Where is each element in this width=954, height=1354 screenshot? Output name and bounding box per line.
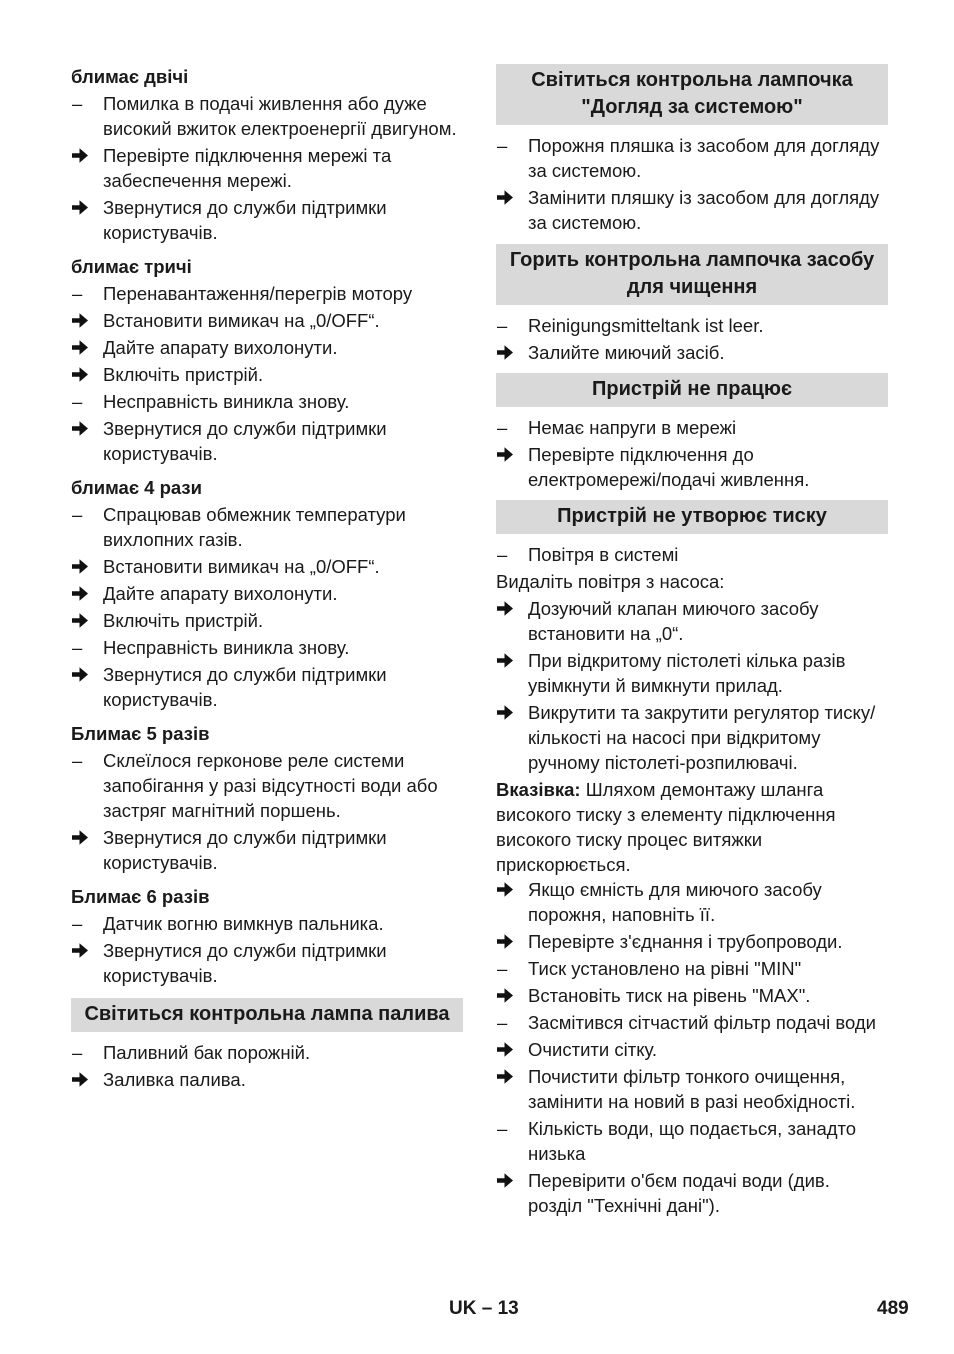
arrow-right-icon [496,596,528,646]
remedy-item [496,340,888,365]
item-text: Несправність виникла знову. [103,391,350,412]
dash-marker: – [72,283,83,304]
item-text: Кількість води, що подається, занадто низька [528,1118,857,1164]
item-text: Звернутися до служби підтримки користувачів. [103,827,387,873]
remedy-item [496,648,888,698]
item-text: Перевірте з'єднання і трубопроводи. [528,931,843,952]
item-text: При відкритому пістолеті кілька разів увімкнути й вимкнути прилад. [528,650,846,696]
remedy-item [496,185,888,235]
item-text: Встановити вимикач на „0/OFF“. [103,310,380,331]
item-text: Тиск установлено на рівні "MIN" [528,958,802,979]
item-text: Перевірити о'бєм подачі води (див. розділ "Технічні дані"). [528,1170,830,1216]
cause-item [496,133,888,183]
remedy-item [71,554,463,579]
dash-marker: – [72,637,83,658]
item-text: Замінити пляшку із засобом для догляду за системою. [528,187,880,233]
arrow-right-icon [496,1037,528,1062]
dash-marker: – [497,544,508,565]
left-column [71,64,463,1092]
cause-item [71,911,463,936]
dash-marker: – [497,417,508,438]
item-text: Звернутися до служби підтримки користувачів. [103,940,387,986]
section-heading: Блимає 5 разів [71,723,210,744]
dash-marker: – [497,1118,508,1139]
dash-marker: – [72,504,83,525]
remedy-item [71,308,463,333]
section-heading: блимає тричі [71,256,192,277]
cause-item [496,415,888,440]
arrow-right-icon [496,1064,528,1114]
arrow-right-icon [71,416,103,466]
cause-item [71,389,463,414]
section-banner: Горить контрольна лампочка засобу для чищення [496,244,888,305]
instruction-text: Видаліть повітря з насоса: [496,571,725,592]
item-text: Заливка палива. [103,1069,246,1090]
item-text: Встановити вимикач на „0/OFF“. [103,556,380,577]
cause-item [71,91,463,141]
dash-marker: – [497,135,508,156]
remedy-item [496,1168,888,1218]
remedy-item [71,362,463,387]
section-banner: Світиться контрольна лампа палива [71,998,463,1032]
remedy-item [71,1067,463,1092]
arrow-right-icon [71,362,103,387]
item-text: Включіть пристрій. [103,610,264,631]
right-column [496,64,888,1218]
arrow-right-icon [71,143,103,193]
remedy-item [71,608,463,633]
arrow-right-icon [71,825,103,875]
item-text: Несправність виникла знову. [103,637,350,658]
item-text: Почистити фільтр тонкого очищення, замінити на новий в разі необхідності. [528,1066,856,1112]
arrow-right-icon [496,185,528,235]
arrow-right-icon [496,700,528,775]
footer-section-label: UK – 13 [449,1298,519,1319]
remedy-item [71,143,463,193]
note-paragraph [496,777,888,877]
remedy-item [71,825,463,875]
dash-marker: – [72,93,83,114]
remedy-item [496,929,888,954]
remedy-item [496,877,888,927]
item-text: Очистити сітку. [528,1039,658,1060]
cause-item [496,1010,888,1035]
arrow-right-icon [496,983,528,1008]
arrow-right-icon [496,340,528,365]
item-text: Порожня пляшка із засобом для догляду за системою. [528,135,880,181]
cause-item [71,748,463,823]
item-text: Дайте апарату вихолонути. [103,337,338,358]
item-text: Перевірте підключення мережі та забеспечення мережі. [103,145,392,191]
arrow-right-icon [71,195,103,245]
item-text: Звернутися до служби підтримки користувачів. [103,664,387,710]
item-text: Якщо ємність для миючого засобу порожня, наповніть її. [528,879,822,925]
item-text: Включіть пристрій. [103,364,264,385]
section-banner: Світиться контрольна лампочка "Догляд за системою" [496,64,888,125]
item-text: Перенавантаження/перегрів мотору [103,283,413,304]
dash-marker: – [497,315,508,336]
arrow-right-icon [71,938,103,988]
item-text: Перевірте підключення до електромережі/подачі живлення. [528,444,810,490]
item-text: Паливний бак порожній. [103,1042,311,1063]
arrow-right-icon [71,1067,103,1092]
section-heading: Блимає 6 разів [71,886,210,907]
item-text: Дозуючий клапан миючого засобу встановити на „0“. [528,598,819,644]
item-text: Встановіть тиск на рівень "MAX". [528,985,811,1006]
cause-item [71,502,463,552]
remedy-item [71,938,463,988]
remedy-item [71,581,463,606]
remedy-item [496,1037,888,1062]
section-heading: блимає двічі [71,66,189,87]
item-text: Reinigungsmitteltank ist leer. [528,315,764,336]
section-banner: Пристрій не утворює тиску [496,500,888,534]
arrow-right-icon [71,581,103,606]
arrow-right-icon [496,648,528,698]
note-label: Вказівка: [496,779,581,800]
cause-item [496,313,888,338]
dash-marker: – [72,913,83,934]
cause-item [71,1040,463,1065]
item-text: Повітря в системі [528,544,679,565]
arrow-right-icon [71,308,103,333]
arrow-right-icon [496,1168,528,1218]
remedy-item [496,1064,888,1114]
section-banner: Пристрій не працює [496,373,888,407]
remedy-item [71,416,463,466]
section-heading: блимає 4 рази [71,477,202,498]
remedy-item [496,983,888,1008]
dash-marker: – [72,1042,83,1063]
cause-item [71,281,463,306]
item-text: Склеїлося герконове реле системи запобігання у разі відсутності води або застряг магнітний поршень. [103,750,438,821]
item-text: Датчик вогню вимкнув пальника. [103,913,384,934]
arrow-right-icon [71,554,103,579]
remedy-item [496,596,888,646]
item-text: Помилка в подачі живлення або дуже високий вжиток електроенергії двигуном. [103,93,457,139]
item-text: Спрацював обмежник температури вихлопних газів. [103,504,406,550]
cause-item [496,1116,888,1166]
dash-marker: – [72,391,83,412]
remedy-item [496,442,888,492]
arrow-right-icon [496,442,528,492]
cause-item [496,542,888,567]
item-text: Викрутити та закрутити регулятор тиску/кількості на насосі при відкритому ручному пістолеті-розпилювачі. [528,702,876,773]
arrow-right-icon [496,877,528,927]
item-text: Засмітився сітчастий фільтр подачі води [528,1012,876,1033]
arrow-right-icon [71,662,103,712]
item-text: Дайте апарату вихолонути. [103,583,338,604]
remedy-item [71,195,463,245]
arrow-right-icon [496,929,528,954]
cause-item [496,956,888,981]
remedy-item [496,700,888,775]
dash-marker: – [497,958,508,979]
dash-marker: – [72,750,83,771]
dash-marker: – [497,1012,508,1033]
item-text: Звернутися до служби підтримки користувачів. [103,197,387,243]
remedy-item [71,335,463,360]
item-text: Звернутися до служби підтримки користувачів. [103,418,387,464]
arrow-right-icon [71,335,103,360]
item-text: Залийте миючий засіб. [528,342,725,363]
note-text: Шляхом демонтажу шланга високого тиску з елементу підключення високого тиску процес витяжки прискорюється. [496,779,836,875]
remedy-item [71,662,463,712]
page-number: 489 [877,1298,909,1319]
arrow-right-icon [71,608,103,633]
cause-item [71,635,463,660]
item-text: Немає напруги в мережі [528,417,737,438]
